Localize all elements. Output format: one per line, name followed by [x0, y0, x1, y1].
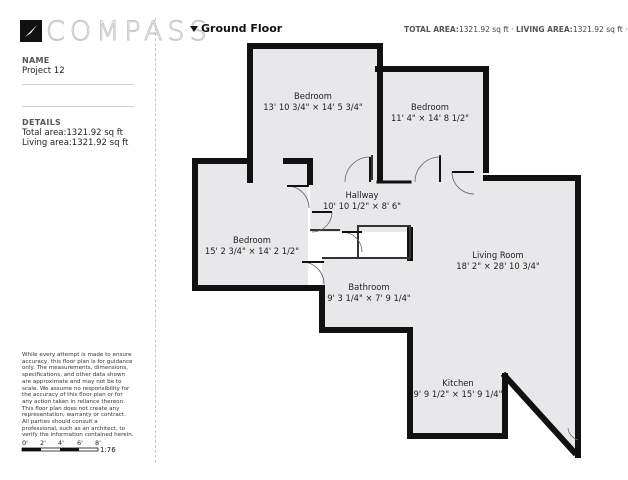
name-label: NAME	[22, 56, 50, 65]
scale-tick-label: 2'	[40, 439, 46, 447]
scale-tick-label: 4'	[58, 439, 64, 447]
room-name: Kitchen	[442, 378, 474, 388]
room-dimensions: 11' 4" × 14' 8 1/2"	[390, 113, 470, 123]
room-dimensions: 10' 10 1/2" × 8' 6"	[322, 201, 402, 211]
project-name: Project 12	[22, 66, 65, 76]
room-name: Bedroom	[294, 91, 332, 101]
brand-name: COMPASS	[46, 16, 212, 47]
scale-tick-label: 8'	[95, 439, 101, 447]
room-name: Bedroom	[233, 235, 271, 245]
floor-name: Ground Floor	[201, 22, 283, 35]
details-label: DETAILS	[22, 118, 62, 127]
living-area-value: 1321.92 sq ft	[572, 25, 623, 34]
room-dimensions: 18' 2" × 28' 10 3/4"	[456, 261, 540, 271]
scale-tick-label: 6'	[77, 439, 83, 447]
room-name: Hallway	[345, 190, 379, 200]
room-name: Living Room	[472, 250, 524, 260]
divider-dot: ·	[511, 25, 514, 34]
living-area-detail: Living area:1321.92 sq ft	[22, 138, 129, 148]
room-dimensions: 9' 3 1/4" × 7' 9 1/4"	[327, 293, 411, 303]
room-name: Bathroom	[348, 282, 390, 292]
room-name: Bedroom	[411, 102, 449, 112]
divider-dot: ·	[625, 25, 628, 34]
living-area-label: LIVING AREA:	[515, 25, 573, 34]
room-dimensions: 15' 2 3/4" × 14' 2 1/2"	[204, 246, 300, 256]
room-dimensions: 9' 9 1/2" × 15' 9 1/4"	[413, 389, 503, 399]
total-area-value: 1321.92 sq ft	[458, 25, 509, 34]
scale-ratio: 1:76	[100, 446, 116, 454]
total-area-detail: Total area:1321.92 sq ft	[22, 128, 123, 138]
disclaimer: While every attempt is made to ensure accuracy, this floor plan is for guidance only. The measurements, dimensions, specifications, and other data shown are approximate and may not be to scale. We assume no responsibility for the accuracy of this floor plan or for any action taken in reliance thereon. This floor plan does not create any representation, warranty or contract. All parties should consult a professional, such as an architect, to verify the information contained herein.	[22, 352, 134, 439]
room-dimensions: 13' 10 3/4" × 14' 5 3/4"	[263, 102, 363, 112]
scale-tick-label: 0'	[22, 439, 28, 447]
total-area-label: TOTAL AREA:	[404, 25, 459, 34]
